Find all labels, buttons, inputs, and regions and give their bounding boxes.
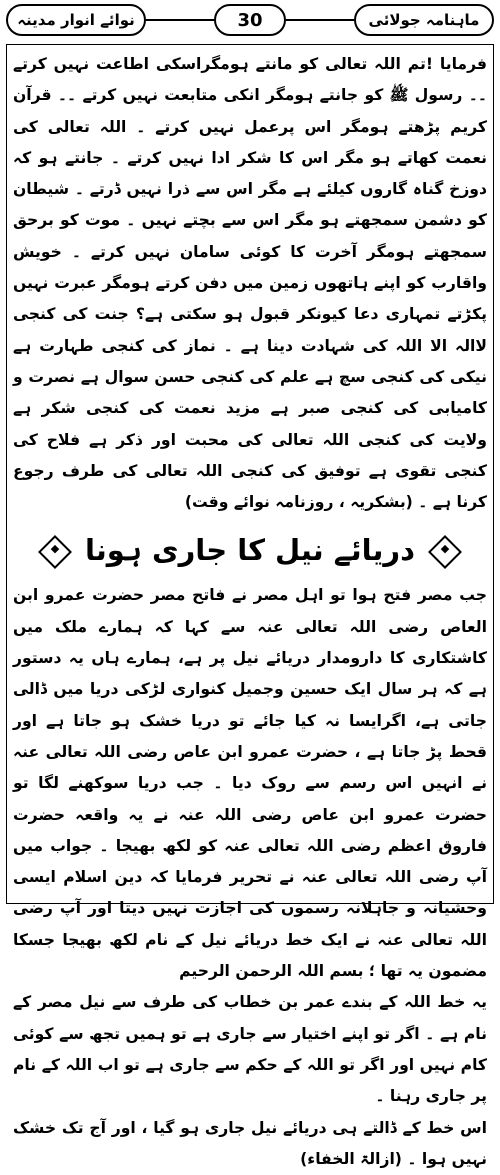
page-number: 30 xyxy=(214,4,286,36)
header-rule-right xyxy=(286,19,354,21)
article1-paragraph: فرمایا !تم اللہ تعالی کو مانتے ہومگراسکی اطاعت نہیں کرتے ۔۔ رسول ﷺ کو جانتے ہومگر انکی متابعت نہیں کرتے ۔۔ قرآن کریم پڑھتے ہومگر اس پرعمل نہیں کرتے ۔ اللہ تعالی کی نعمت کھاتے ہو مگر اس کا شکر ادا نہیں کرتے ۔ جانتے ہو کہ دوزخ گناہ گاروں کیلئے ہے مگر اس سے ذرا نہیں ڈرتے ۔ شیطان کو دشمن سمجھتے ہو مگر اس سے بچتے نہیں ۔ موت کو برحق سمجھتے ہومگر آخرت کا کوئی سامان نہیں کرتے ۔ خویش واقارب کو اپنے ہاتھوں زمین میں دفن کرتے ہومگر عبرت نہیں پکڑتے تمہاری دعا کیونکر قبول ہو سکتی ہے؟ جنت کی کنجی لاالہ الا اللہ کی شہادت دینا ہے ۔ نماز کی کنجی طہارت ہے نیکی کی کنجی سچ ہے علم کی کنجی حسن سوال ہے نصرت و کامیابی کی کنجی صبر ہے مزید نعمت کی کنجی شکر ہے ولایت کی کنجی اللہ تعالی کی محبت اور ذکر ہے فلاح کی کنجی تقوی ہے توفیق کی کنجی اللہ تعالی کی طرف رجوع کرنا ہے ۔ (بشکریہ ، روزنامہ نوائے وقت) xyxy=(7,49,493,518)
article2-paragraph-1 xyxy=(7,580,493,987)
magazine-title-label: نوائے انوار مدینہ xyxy=(6,4,146,36)
magazine-issue-label: ماہنامہ جولائی xyxy=(354,4,494,36)
bismillah-text: بسم اللہ الرحمن الرحیم xyxy=(179,956,363,987)
ornament-icon xyxy=(38,535,72,569)
ornament-icon xyxy=(428,535,462,569)
article2-paragraph-2: یہ خط اللہ کے بندے عمر بن خطاب کی طرف سے نیل مصر کے نام ہے ۔ اگر تو اپنے اختیار سے جاری ہے تو ہمیں تجھ سے کوئی کام نہیں اور اگر تو اللہ کے حکم سے جاری ہے تو اب اللہ کے نام پر جاری رہنا ۔ xyxy=(7,987,493,1112)
article2-paragraph-3: اس خط کے ڈالتے ہی دریائے نیل جاری ہو گیا ، اور آج تک خشک نہیں ہوا ۔ (ازالۃ الخفاء) xyxy=(7,1113,493,1175)
page-content-frame xyxy=(6,44,494,904)
header-rule-left xyxy=(146,19,214,21)
page-header xyxy=(6,4,494,38)
article2-heading xyxy=(7,524,493,576)
article2-title: دریائے نیل کا جاری ہونا xyxy=(85,533,415,567)
article2-text-1: جب مصر فتح ہوا تو اہل مصر نے فاتح مصر حضرت عمرو ابن العاص رضی اللہ تعالی عنہ سے کہا کہ ہمارے ملک میں کاشتکاری کا دارومدار دریائے نیل پر ہے، ہمارے ہاں یہ دستور ہے کہ ہر سال ایک حسین وجمیل کنواری لڑکی دریا میں ڈالی جاتی ہے، اگرایسا نہ کیا جائے تو دریا خشک ہو جاتا ہے اور قحط پڑ جاتا ہے ، حضرت عمرو ابن عاص رضی اللہ تعالی عنہ نے انہیں اس رسم سے روک دیا ۔ جب دریا سوکھنے لگا تو حضرت عمرو ابن عاص رضی اللہ عنہ نے یہ واقعہ حضرت فاروق اعظم رضی اللہ تعالی عنہ کو لکھ بھیجا ۔ جواب میں آپ رضی اللہ تعالی عنہ نے تحریر فرمایا کہ دین اسلام ایسی وحشیانہ و جاہلانہ رسموں کی اجازت نہیں دیتا اور آپ رضی اللہ تعالی عنہ نے ایک خط دریائے نیل کے نام لکھ بھیجا جسکا مضمون یہ تھا ؛ xyxy=(13,586,487,980)
